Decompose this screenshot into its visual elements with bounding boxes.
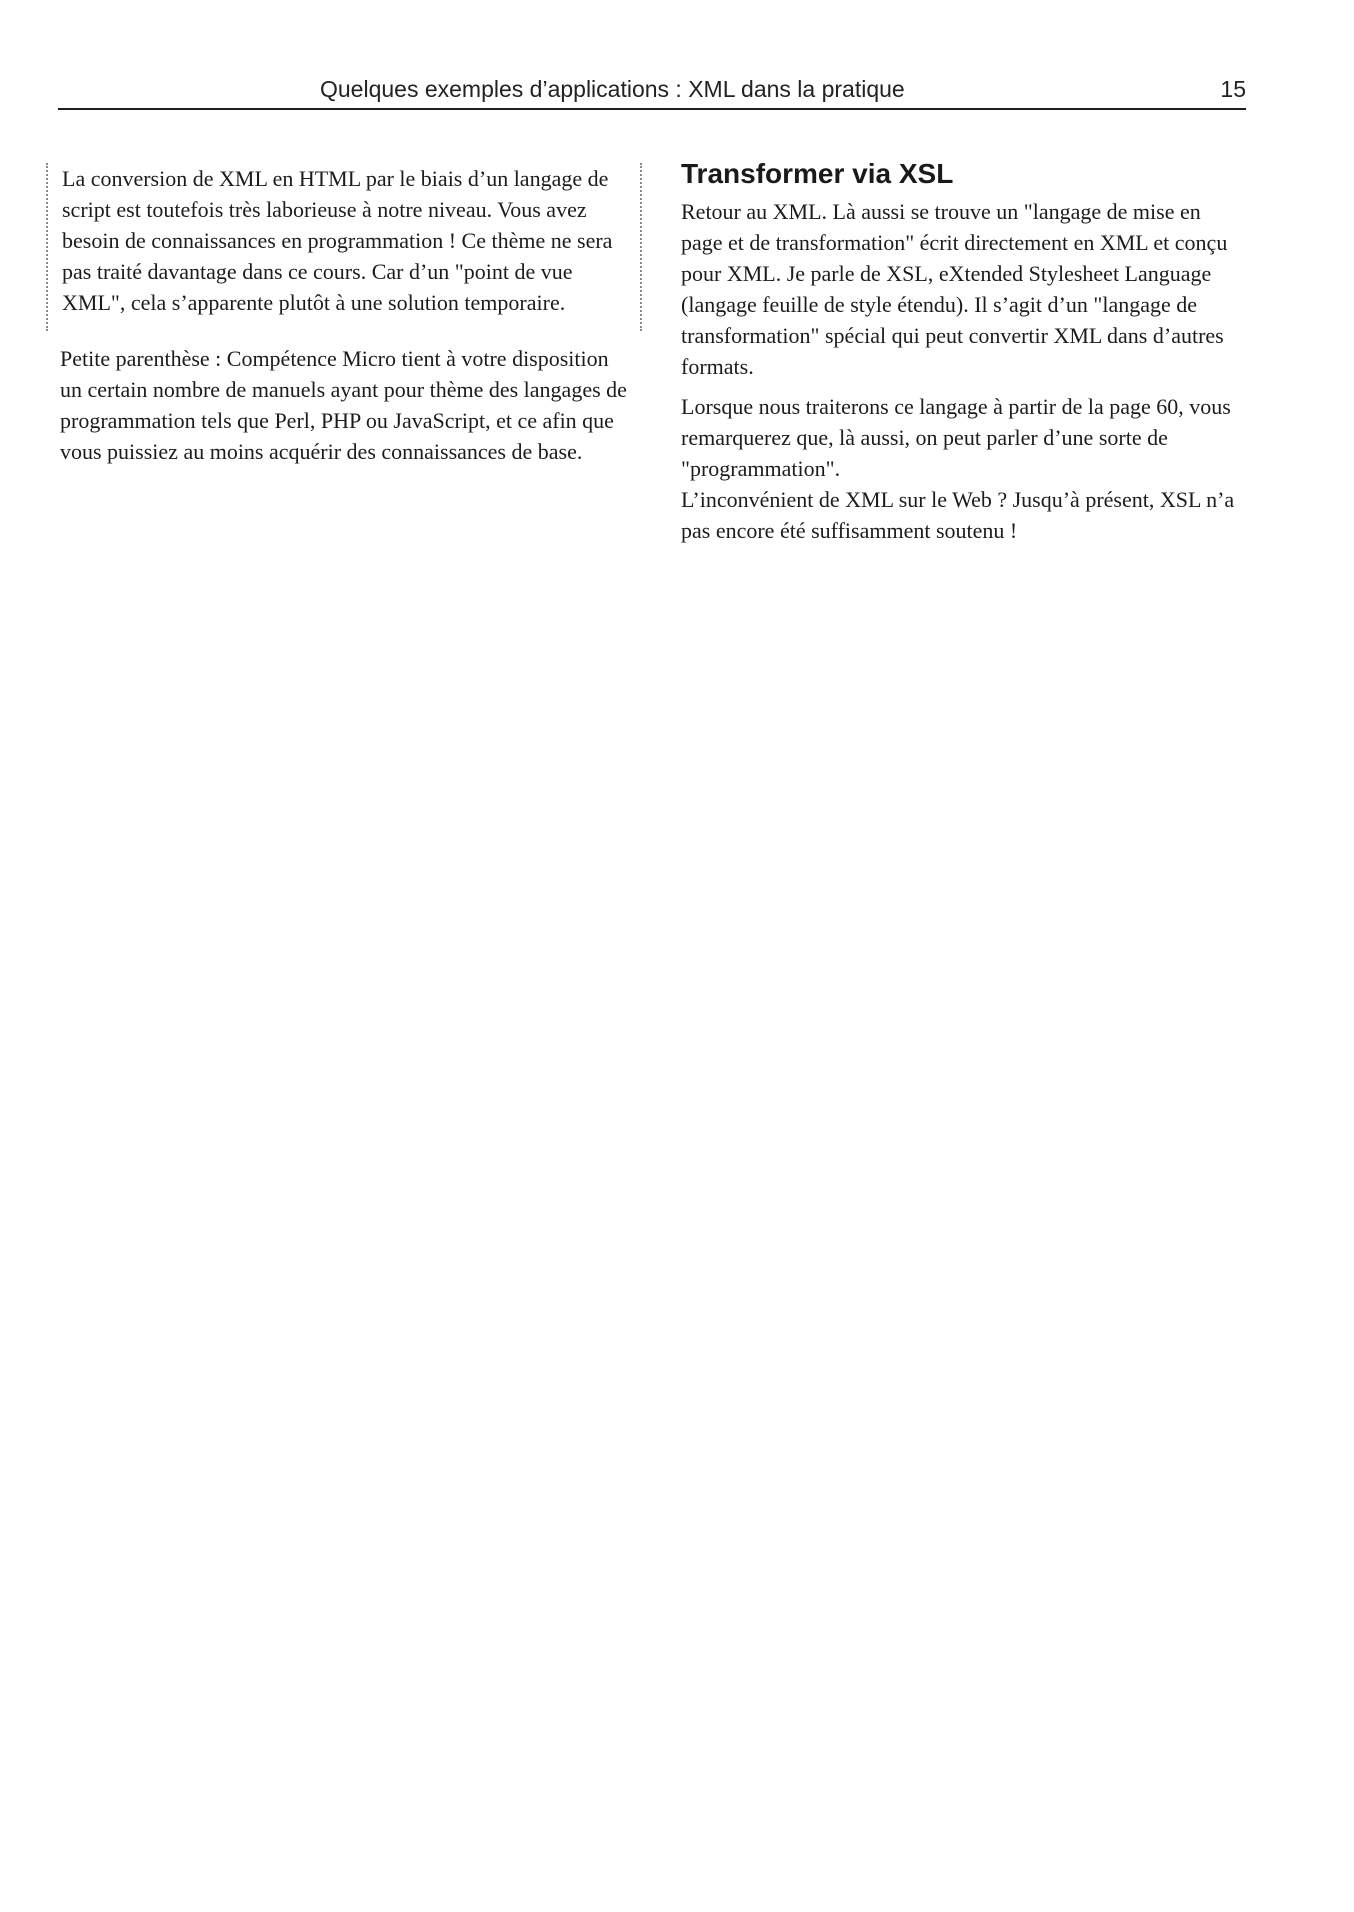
section-heading: Transformer via XSL [681,158,954,189]
right-paragraph-2: Lorsque nous traiterons ce langage à partir de la page 60, vous remarquerez que, là aussi, on peut parler d’une sorte de "programmation". [681,394,1231,481]
left-column [60,163,628,476]
dotted-box [46,163,642,331]
right-paragraph-3: L’inconvénient de XML sur le Web ? Jusqu’à présent, XSL n’a pas encore été suffisamment soutenu ! [681,487,1235,543]
running-title: Quelques exemples d’applications : XML dans la pratique [320,76,905,102]
running-header [58,72,1246,110]
right-paragraph-1: Retour au XML. Là aussi se trouve un "langage de mise en page et de transformation" écrit directement en XML et conçu pour XML. Je parle de XSL, eXtended Stylesheet Language (langage feuille de style étendu). Il s’agit d’un "langage de transformation" spécial qui peut convertir XML dans d’autres formats. [681,199,1228,379]
right-column [681,158,1241,555]
left-paragraph-2: Petite parenthèse : Compétence Micro tient à votre disposition un certain nombre de manuels ayant pour thème des langages de programmation tels que Perl, PHP ou JavaScript, et ce afin que vous puissiez au moins acquérir des connaissances de base. [60,346,627,464]
boxed-paragraph: La conversion de XML en HTML par le biais d’un langage de script est toutefois très laborieuse à notre niveau. Vous avez besoin de connaissances en programmation ! Ce thème ne sera pas traité davantage dans ce cours. Car d’un "point de vue XML", cela s’apparente plutôt à une solution temporaire. [62,166,613,315]
page-number: 15 [1220,76,1246,102]
